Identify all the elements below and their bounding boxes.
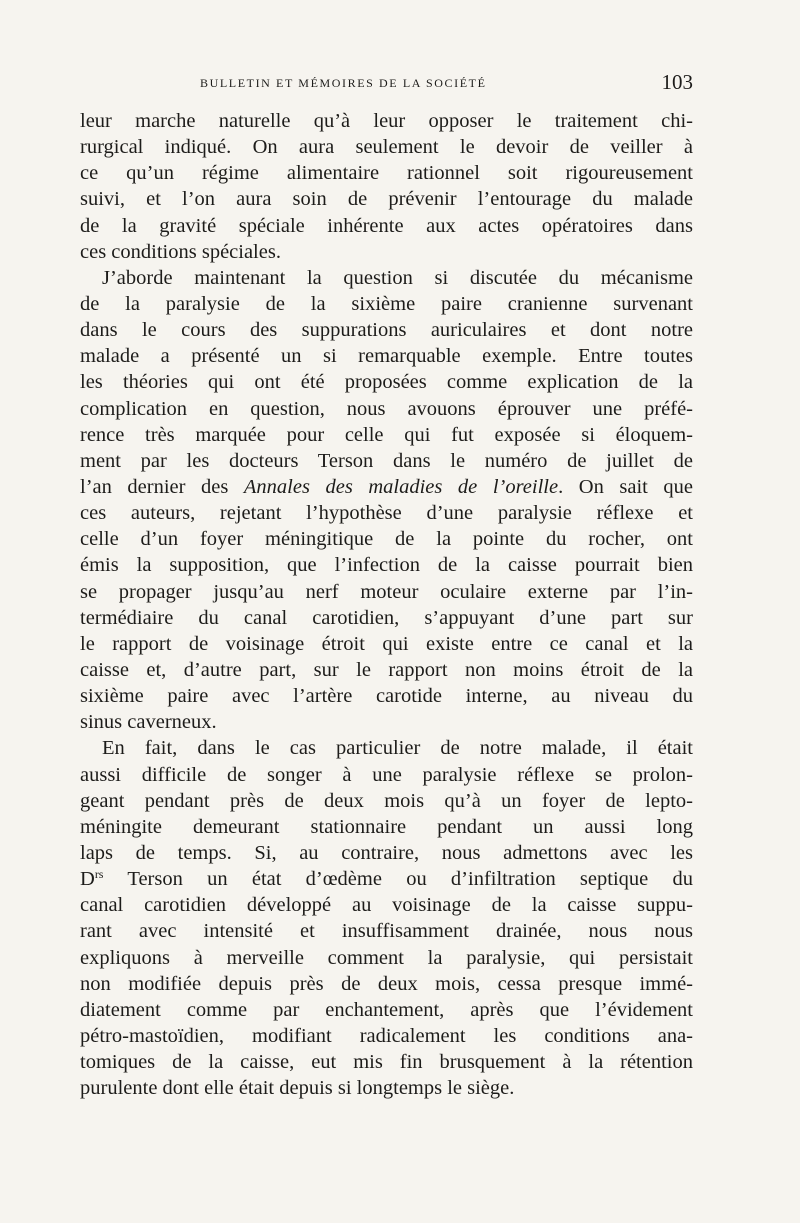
- text-line: laps de temps. Si, au contraire, nous admettons avec les: [80, 841, 693, 864]
- running-head: [80, 70, 693, 100]
- text-line: suivi, et l’on aura soin de prévenir l’entourage du malade: [80, 188, 693, 211]
- text-line: sixième paire avec l’artère carotide interne, au niveau du: [80, 685, 693, 708]
- text-line: émis la supposition, que l’infection de la caisse pourrait bien: [80, 554, 693, 577]
- text-line: canal carotidien développé au voisinage de la caisse suppu-: [80, 894, 693, 917]
- paragraph-2: [80, 265, 693, 736]
- running-title: BULLETIN ET MÉMOIRES DE LA SOCIÉTÉ: [200, 76, 487, 90]
- text-line: se propager jusqu’au nerf moteur oculaire externe par l’in-: [80, 580, 693, 603]
- page-number: 103: [661, 70, 693, 94]
- text-span: . On sait que: [558, 475, 693, 498]
- text-line: rence très marquée pour celle qui fut exposée si éloquem-: [80, 423, 693, 446]
- text-line: ces auteurs, rejetant l’hypothèse d’une paralysie réflexe et: [80, 502, 693, 525]
- text-line: ment par les docteurs Terson dans le numéro de juillet de: [80, 449, 693, 472]
- text-line: sinus caverneux.: [80, 711, 217, 734]
- text-line: purulente dont elle était depuis si longtemps le siège.: [80, 1077, 515, 1100]
- text-line: En fait, dans le cas particulier de notre malade, il était: [102, 737, 693, 760]
- text-line: de la gravité spéciale inhérente aux actes opératoires dans: [80, 214, 693, 237]
- text-line: méningite demeurant stationnaire pendant un aussi long: [80, 815, 693, 838]
- text-line: tomiques de la caisse, eut mis fin brusquement à la rétention: [80, 1051, 693, 1074]
- paragraph-1: [80, 108, 693, 265]
- text-line: rurgical indiqué. On aura seulement le devoir de veiller à: [80, 136, 693, 159]
- text-span: D: [80, 868, 95, 891]
- text-line: leur marche naturelle qu’à leur opposer le traitement chi-: [80, 110, 693, 132]
- body-text: [80, 108, 693, 1101]
- text-line: malade a présenté un si remarquable exemple. Entre toutes: [80, 345, 693, 368]
- text-line: ces conditions spéciales.: [80, 240, 281, 263]
- text-line: dans le cours des suppurations auriculaires et dont notre: [80, 319, 693, 342]
- text-line: non modifiée depuis près de deux mois, cessa presque immé-: [80, 972, 693, 995]
- text-line-with-italic: [80, 474, 693, 500]
- text-line: diatement comme par enchantement, après que l’évidement: [80, 998, 693, 1021]
- text-line: expliquons à merveille comment la paralysie, qui persistait: [80, 946, 693, 969]
- text-line: aussi difficile de songer à une paralysie réflexe se prolon-: [80, 763, 693, 786]
- text-line: pétro-mastoïdien, modifiant radicalement les conditions ana-: [80, 1024, 693, 1047]
- text-line: geant pendant près de deux mois qu’à un foyer de lepto-: [80, 789, 693, 812]
- text-line: complication en question, nous avouons éprouver une préfé-: [80, 397, 693, 420]
- text-line: les théories qui ont été proposées comme explication de la: [80, 371, 693, 394]
- text-line: rant avec intensité et insuffisamment drainée, nous nous: [80, 920, 693, 943]
- journal-title: Annales des maladies de l’oreille: [243, 475, 559, 498]
- text-line-with-superscript: [80, 866, 693, 892]
- text-line: de la paralysie de la sixième paire cranienne survenant: [80, 292, 693, 315]
- superscript: rs: [94, 867, 104, 882]
- paragraph-3: [80, 735, 693, 1101]
- text-line: le rapport de voisinage étroit qui existe entre ce canal et la: [80, 632, 693, 655]
- text-line: J’aborde maintenant la question si discutée du mécanisme: [102, 266, 693, 289]
- text-line: celle d’un foyer méningitique de la pointe du rocher, ont: [80, 528, 693, 551]
- text-line: caisse et, d’autre part, sur le rapport non moins étroit de la: [80, 658, 693, 681]
- text-span: Terson un état d’œdème ou d’infiltration septique du: [103, 868, 693, 891]
- text-span: l’an dernier des: [80, 475, 244, 498]
- text-line: termédiaire du canal carotidien, s’appuyant d’une part sur: [80, 606, 693, 629]
- text-line: ce qu’un régime alimentaire rationnel soit rigoureusement: [80, 162, 693, 185]
